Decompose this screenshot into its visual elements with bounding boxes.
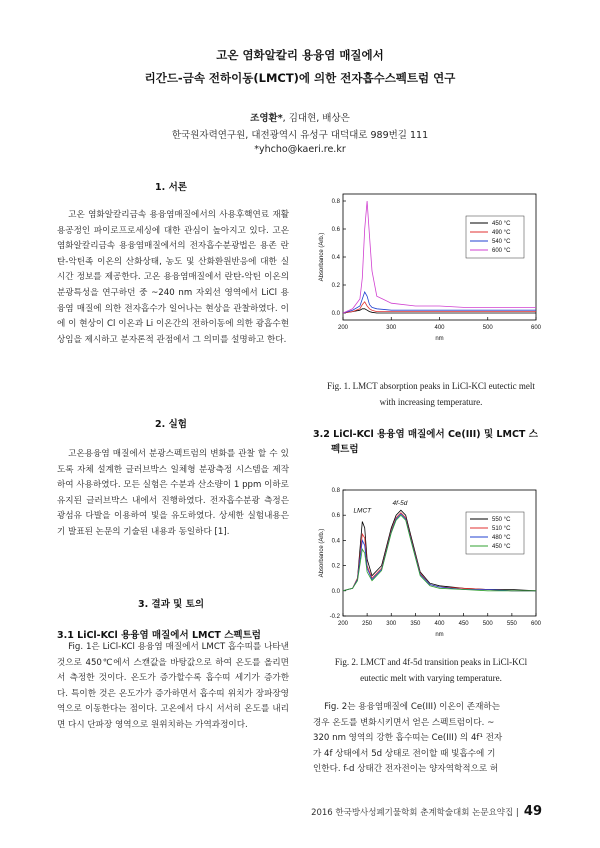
figure-1-caption bbox=[305, 378, 557, 410]
fig2-annotation: 4f-5d bbox=[392, 500, 408, 508]
fig1-legend-label: 450 °C bbox=[492, 221, 511, 227]
authors bbox=[0, 110, 600, 124]
affiliation: 한국원자력연구원, 대전광역시 유성구 대덕대로 989번길 111 bbox=[171, 130, 429, 141]
fig1-x-tick-label: 600 bbox=[530, 325, 542, 331]
fig2-x-tick-label: 350 bbox=[410, 621, 421, 627]
fig2-x-tick-label: 600 bbox=[530, 621, 542, 627]
subsection-3-2-line-4: 가 4f 상태에서 5d 상태로 전이할 때 빛흡수에 기 bbox=[313, 748, 496, 759]
figure-1-caption-line-2: with increasing temperature. bbox=[379, 397, 483, 407]
fig2-x-tick-label: 450 bbox=[458, 621, 469, 627]
subsection-3-1-heading: 3.1 LiCl-KCl 용융염 매질에서 LMCT 스펙트럼 bbox=[57, 630, 261, 641]
figure-2-chart bbox=[315, 484, 550, 644]
experiment-paragraph: 고온용융염 매질에서 분광스펙트럼의 변화를 관찰 할 수 있도록 자체 설계한 글러브박스 일체형 분광측정 시스템을 제작하여 사용하였다. 모든 실험은 수분과 산소량이 1 ppm 이하로 유지된 글러브박스 내에서 진행하였다. 전자흡수분광 측정은 광섬유 다발을 이용하여 빛을 유도하였다. 상세한 실험내용은 기 발표된 논문의 기술된 내용과 동일하다 [1]. bbox=[57, 449, 289, 537]
email: *yhcho@kaeri.re.kr bbox=[254, 144, 346, 155]
fig2-annotation: LMCT bbox=[353, 507, 372, 515]
experiment-heading: 2. 실험 bbox=[155, 419, 187, 430]
subsection-3-2-line-1: Fig. 2는 용융염매질에 Ce(III) 이온이 존재하는 bbox=[324, 702, 501, 712]
fig1-x-axis-label: nm bbox=[435, 336, 444, 342]
corresponding-author: 조영환* bbox=[250, 113, 283, 124]
subsection-3-2-heading-line-1: 3.2 LiCl-KCl 용융염 매질에서 Ce(III) 및 LMCT 스 bbox=[313, 429, 538, 440]
figure-2-caption-line-1: Fig. 2. LMCT and 4f-5d transition peaks in LiCl-KCl bbox=[334, 657, 528, 667]
fig1-x-tick-label: 500 bbox=[482, 325, 493, 331]
fig1-x-tick-label: 300 bbox=[386, 325, 397, 331]
fig1-x-tick-label: 400 bbox=[434, 325, 445, 331]
fig1-y-tick-label: 0.6 bbox=[331, 227, 340, 233]
fig1-legend-label: 490 °C bbox=[492, 230, 511, 236]
figure-2-caption-line-2: eutectic melt with varying temperature. bbox=[360, 673, 502, 683]
subsection-3-2-heading bbox=[313, 427, 553, 457]
subsection-3-1-paragraph: Fig. 1은 LiCl-KCl 용융염 매질에서 LMCT 흡수띠를 나타낸 것으로 450℃에서 스캔값을 바탕값으로 하여 온도를 올리면서 측정한 것이다. 온도가 증가할수록 흡수띠 세기가 증가한다. 특이한 것은 온도가가 증가하면서 흡수띠 위치가 장파장영역으로 이동한다는 점이다. 고온에서 다시 서서히 온도를 내리면 다시 단파장 영역으로 원위치하는 가역과정이다. bbox=[57, 642, 289, 730]
fig2-x-tick-label: 500 bbox=[482, 621, 493, 627]
subsection-3-2-line-5: 인한다. f-d 상태간 전자전이는 양자역학적으로 허 bbox=[313, 764, 499, 775]
fig2-legend-label: 450 °C bbox=[492, 544, 511, 550]
page-footer bbox=[311, 800, 542, 819]
fig2-x-axis-label: nm bbox=[435, 632, 444, 638]
subsection-3-2-heading-line-2: 펙트럼 bbox=[331, 444, 359, 455]
figure-1-caption-line-1: Fig. 1. LMCT absorption peaks in LiCl-KCl eutectic melt bbox=[327, 381, 535, 391]
fig2-x-tick-label: 250 bbox=[362, 621, 373, 627]
intro-paragraph: 고온 염화알칼리금속 용융염매질에서의 사용후핵연료 재활용공정인 파이로프로세싱에 대한 관심이 높아지고 있다. 고온 염화알칼리금속 용융염매질에서의 전자흡수분광법은 용존 란탄-악틴족 이온의 산화상태, 농도 및 산화환원반응에 대한 실시간 정보를 제공한다. 고온 용융염매질에서 란탄-악틴 이온의 분광특성을 연구하던 중 ~240 nm 자외선 영역에서 LiCl 용융염 매질에 의한 전자흡수가 일어나는 현상을 관찰하였다. 이에 이 현상이 Cl 이온과 Li 이온간의 전하이동에 의한 광흡수현상임을 제시하고 분자론적 관점에서 그 의미를 설명하고 한다. bbox=[57, 210, 289, 345]
figure-2-caption bbox=[305, 654, 557, 686]
fig1-legend-label: 540 °C bbox=[492, 239, 511, 245]
fig1-y-tick-label: 0.0 bbox=[331, 311, 340, 317]
figure-1-chart bbox=[315, 188, 550, 348]
subsection-3-2-line-3: 320 nm 영역의 강한 흡수띠는 Ce(III) 의 4f¹ 전자 bbox=[313, 733, 503, 744]
footer-text: 2016 한국방사성폐기물학회 춘계학술대회 논문요약집 | bbox=[311, 808, 519, 818]
fig1-legend-label: 600 °C bbox=[492, 248, 511, 254]
fig1-x-tick-label: 200 bbox=[337, 325, 349, 331]
fig2-x-tick-label: 300 bbox=[386, 621, 397, 627]
fig2-y-tick-label: 0.2 bbox=[331, 563, 340, 570]
title-line-1: 고온 염화알칼리 용융염 매질에서 bbox=[216, 48, 384, 62]
fig2-x-tick-label: 200 bbox=[337, 621, 349, 627]
fig2-legend-label: 550 °C bbox=[492, 517, 511, 523]
fig2-legend-label: 510 °C bbox=[492, 526, 511, 532]
fig1-y-axis-label: Absorbance (Arb.) bbox=[319, 232, 325, 282]
page-number: 49 bbox=[523, 804, 542, 819]
co-authors: , 김대현, 배상은 bbox=[282, 113, 350, 124]
fig1-series-line bbox=[343, 309, 536, 313]
fig2-y-axis-label: Absorbance (Arb.) bbox=[319, 528, 325, 578]
fig2-y-tick-label: -0.2 bbox=[329, 614, 340, 620]
fig2-legend-label: 480 °C bbox=[492, 535, 511, 541]
fig2-y-tick-label: 0.4 bbox=[331, 538, 340, 545]
subsection-3-2-line-2: 경우 온도를 변화시키면서 얻은 스펙트럼이다. ~ bbox=[313, 717, 495, 728]
subsection-3-2-paragraph bbox=[313, 700, 553, 778]
intro-heading: 1. 서론 bbox=[155, 182, 187, 193]
fig1-y-tick-label: 0.2 bbox=[331, 283, 340, 289]
fig2-x-tick-label: 400 bbox=[434, 621, 445, 627]
fig2-y-tick-label: 0.8 bbox=[331, 488, 340, 494]
results-heading: 3. 결과 및 토의 bbox=[137, 599, 205, 610]
fig2-y-tick-label: 0.6 bbox=[331, 513, 340, 520]
fig2-x-tick-label: 550 bbox=[506, 621, 517, 627]
fig2-y-tick-label: 0.0 bbox=[331, 588, 340, 595]
fig1-y-tick-label: 0.8 bbox=[331, 199, 340, 205]
fig1-y-tick-label: 0.4 bbox=[331, 255, 340, 261]
title-line-2: 리간드-금속 전하이동(LMCT)에 의한 전자흡수스펙트럼 연구 bbox=[144, 71, 456, 85]
